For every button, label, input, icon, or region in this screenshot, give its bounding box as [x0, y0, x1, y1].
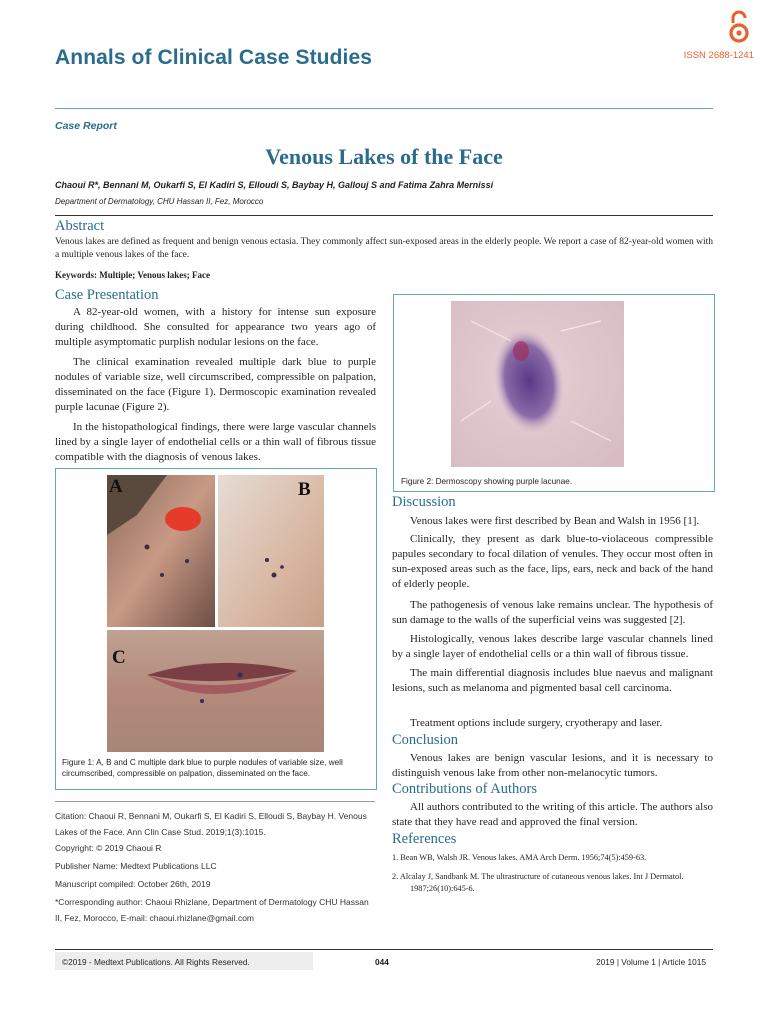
discussion-paragraph-2: Clinically, they present as dark blue-to-violaceous compressible papules secondary to focal dilation of venules. They occur most often in sun-exposed areas such as the face, lips, ears, neck and back of the hand of elderly people. [392, 533, 713, 590]
citation-rule [55, 801, 375, 802]
abstract-text: Venous lakes are defined as frequent and benign venous ectasia. They commonly affect sun-exposed areas in the elderly people. We report a case of 82-year-old women with a multiple venous lakes of the face. [55, 237, 713, 260]
article-type: Case Report [55, 120, 117, 132]
author-list: Chaoui R*, Bennani M, Oukarfi S, El Kadiri S, Elloudi S, Baybay H, Gallouj S and Fatima Zahra Mernissi [55, 180, 494, 190]
corresponding-author: *Corresponding author: Chaoui Rhizlane, Department of Dermatology CHU Hassan II, Fez, Morocco, E-mail: chaoui.rhizlane@gmail.com [55, 897, 369, 923]
contributions-paragraph: All authors contributed to the writing of this article. The authors also state that they have read and approved the final version. [392, 801, 713, 828]
figure-2-image [451, 301, 624, 467]
discussion-paragraph-1: Venous lakes were first described by Bean and Walsh in 1956 [1]. [410, 515, 700, 527]
figure-1-image [107, 475, 324, 752]
affiliation: Department of Dermatology, CHU Hassan II, Fez, Morocco [55, 197, 264, 206]
panel-label-a: A [109, 476, 123, 497]
references-heading: References [392, 831, 457, 847]
footer-rule [55, 949, 713, 950]
case-paragraph-2: The clinical examination revealed multiple dark blue to purple nodules of variable size, well circumscribed, compressible on palpation, disseminated on the face (Figure 1). Dermoscopic examination revealed purple lacunae (Figure 2). [55, 356, 376, 413]
open-access-icon [727, 10, 751, 44]
conclusion-heading: Conclusion [392, 732, 459, 748]
figure-2-caption: Figure 2: Dermoscopy showing purple lacunae. [401, 477, 573, 486]
discussion-paragraph-4: Histologically, venous lakes describe large vascular channels lined by a single layer of endothelial cells or a thin wall of fibrous tissue. [392, 633, 713, 660]
header-rule [55, 108, 713, 109]
copyright: Copyright: © 2019 Chaoui R [55, 843, 162, 853]
footer-copyright: ©2019 - Medtext Publications. All Rights Reserved. [62, 957, 250, 967]
contributions-heading: Contributions of Authors [392, 781, 538, 797]
figure-1-caption: Figure 1: A, B and C multiple dark blue to purple nodules of variable size, well circumscribed, compressible on palpation, disseminated on the face. [62, 758, 343, 778]
case-paragraph-3: In the histopathological findings, there were large vascular channels lined by a single layer of endothelial cells or a thin wall of fibrous tissue compatible with the diagnosis of venous lakes. [55, 421, 376, 463]
reference-2-continued: 1987;26(10):645-6. [410, 884, 475, 893]
page-number: 044 [375, 957, 389, 967]
manuscript-compiled: Manuscript compiled: October 26th, 2019 [55, 879, 211, 889]
discussion-heading: Discussion [392, 494, 456, 510]
keywords: Keywords: Multiple; Venous lakes; Face [55, 270, 210, 280]
discussion-paragraph-6: Treatment options include surgery, cryotherapy and laser. [410, 717, 663, 729]
panel-label-b: B [298, 479, 311, 500]
abstract-heading: Abstract [55, 218, 105, 234]
reference-1: 1. Bean WB, Walsh JR. Venous lakes. AMA Arch Derm. 1956;74(5):459-63. [392, 853, 647, 862]
article-title: Venous Lakes of the Face [265, 144, 503, 169]
footer-volume: 2019 | Volume 1 | Article 1015 [596, 957, 706, 967]
case-paragraph-1: A 82-year-old women, with a history for intense sun exposure during childhood. She consulted for appearance two years ago of multiple asymptomatic purplish nodular lesions on the face. [55, 306, 376, 348]
title-rule [55, 215, 713, 216]
journal-title: Annals of Clinical Case Studies [55, 46, 373, 69]
conclusion-paragraph: Venous lakes are benign vascular lesions, and it is necessary to distinguish venous lake from other non-melanocytic tumors. [392, 752, 713, 779]
discussion-paragraph-5: The main differential diagnosis includes blue naevus and malignant lesions, such as melanoma and pigmented basal cell carcinoma. [392, 667, 713, 694]
discussion-paragraph-3: The pathogenesis of venous lake remains unclear. The hypothesis of sun damage to the walls of the superficial veins was suggested [2]. [392, 599, 713, 626]
reference-2: 2. Alcalay J, Sandbank M. The ultrastructure of cutaneous venous lakes. Int J Dermatol. [392, 872, 684, 881]
panel-label-c: C [112, 647, 126, 668]
issn: ISSN 2688-1241 [683, 50, 754, 61]
case-presentation-heading: Case Presentation [55, 287, 159, 303]
publisher: Publisher Name: Medtext Publications LLC [55, 861, 217, 871]
citation: Citation: Chaoui R, Bennani M, Oukarfi S, El Kadiri S, Elloudi S, Baybay H. Venous Lakes of the Face. Ann Clin Case Stud. 2019;1(3):1015. [55, 811, 367, 837]
